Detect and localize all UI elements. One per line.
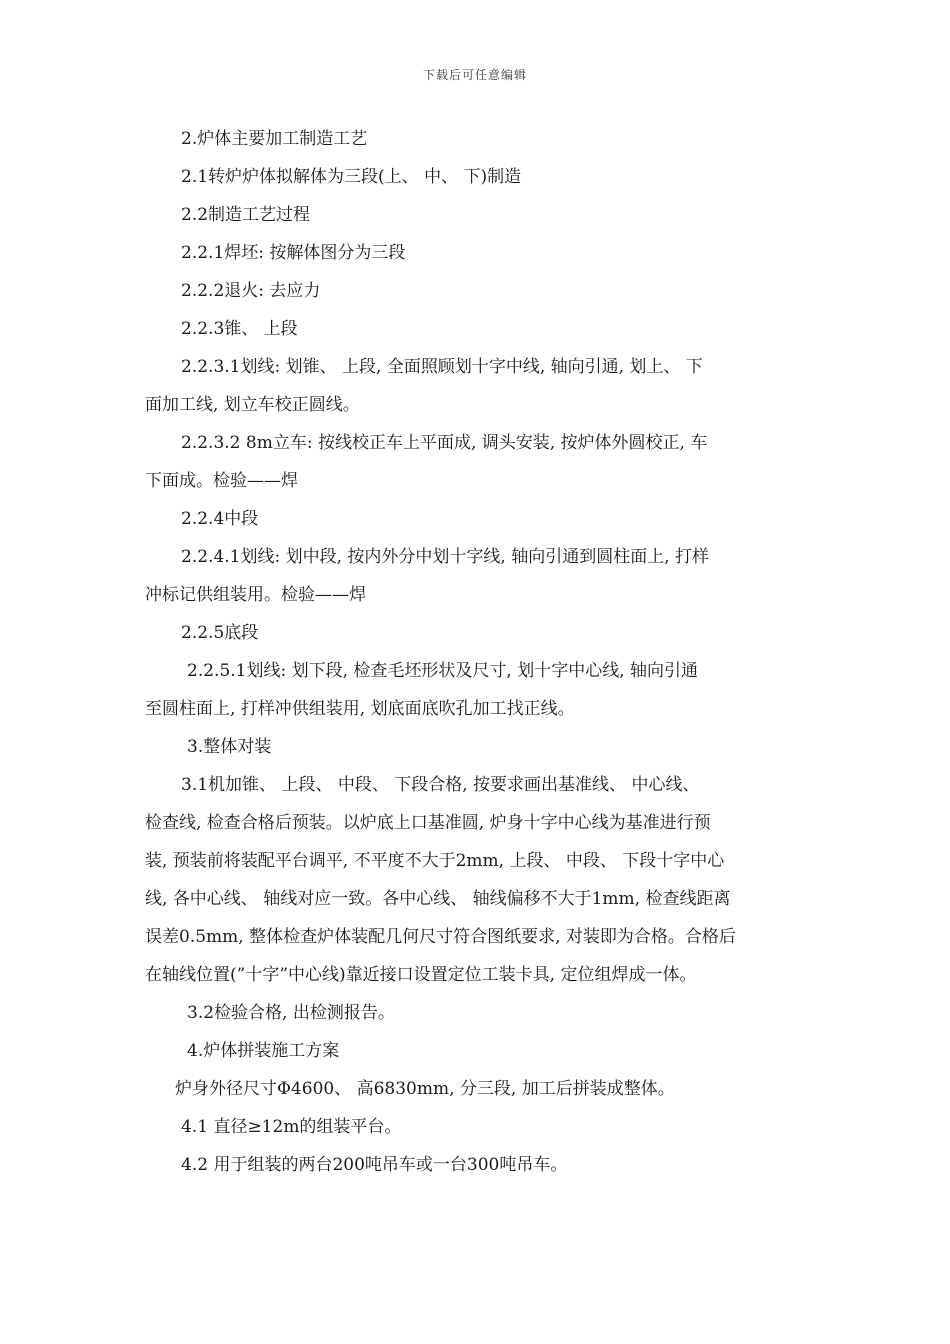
paragraph-line: 3.2检验合格, 出检测报告。: [187, 1003, 395, 1023]
paragraph-line: 2.2.3锥、 上段: [181, 319, 298, 339]
paragraph-line: 3.1机加锥、 上段、 中段、 下段合格, 按要求画出基准线、 中心线、: [181, 775, 700, 795]
paragraph-line: 2.2.4.1划线: 划中段, 按内外分中划十字线, 轴向引通到圆柱面上, 打样: [181, 547, 710, 567]
paragraph-line: 误差0.5mm, 整体检查炉体装配几何尺寸符合图纸要求, 对装即为合格。合格后: [145, 927, 736, 947]
paragraph-line: 面加工线, 划立车校正圆线。: [145, 395, 360, 415]
page-header-note: 下载后可任意编辑: [422, 68, 527, 82]
paragraph-line: 冲标记供组装用。检验——焊: [145, 585, 366, 605]
paragraph-line: 2.2.3.1划线: 划锥、 上段, 全面照顾划十字中线, 轴向引通, 划上、 下: [181, 357, 703, 377]
paragraph-line: 炉身外径尺寸Φ4600、 高6830mm, 分三段, 加工后拼装成整体。: [175, 1079, 675, 1099]
paragraph-line: 装, 预装前将装配平台调平, 不平度不大于2mm, 上段、 中段、 下段十字中心: [145, 851, 725, 871]
paragraph-line: 至圆柱面上, 打样冲供组装用, 划底面底吹孔加工找正线。: [145, 699, 575, 719]
paragraph-line: 4.1 直径≥12m的组装平台。: [181, 1117, 402, 1137]
paragraph-line: 4.炉体拼装施工方案: [187, 1041, 340, 1061]
paragraph-line: 2.2.1焊坯: 按解体图分为三段: [181, 243, 406, 263]
paragraph-line: 检查线, 检查合格后预装。以炉底上口基准圆, 炉身十字中心线为基准进行预: [145, 813, 711, 833]
paragraph-line: 2.2.2退火: 去应力: [181, 281, 321, 301]
document-body: [145, 120, 805, 1184]
paragraph-line: 2.2.3.2 8m立车: 按线校正车上平面成, 调头安装, 按炉体外圆校正, 车: [181, 433, 708, 453]
paragraph-line: 4.2 用于组装的两台200吨吊车或一台300吨吊车。: [181, 1155, 568, 1175]
paragraph-line: 下面成。检验——焊: [145, 471, 298, 491]
paragraph-line: 3.整体对装: [187, 737, 272, 757]
paragraph-line: 2.1转炉炉体拟解体为三段(上、 中、 下)制造: [181, 167, 522, 187]
paragraph-line: 2.2.4中段: [181, 509, 259, 529]
paragraph-line: 2.2制造工艺过程: [181, 205, 311, 225]
paragraph-line: 2.炉体主要加工制造工艺: [181, 129, 368, 149]
paragraph-line: 在轴线位置(”十字”中心线)靠近接口设置定位工装卡具, 定位组焊成一体。: [145, 965, 697, 985]
paragraph-line: 2.2.5底段: [181, 623, 259, 643]
paragraph-line: 2.2.5.1划线: 划下段, 检查毛坯形状及尺寸, 划十字中心线, 轴向引通: [187, 661, 699, 681]
paragraph-line: 线, 各中心线、 轴线对应一致。各中心线、 轴线偏移不大于1mm, 检查线距离: [145, 889, 731, 909]
